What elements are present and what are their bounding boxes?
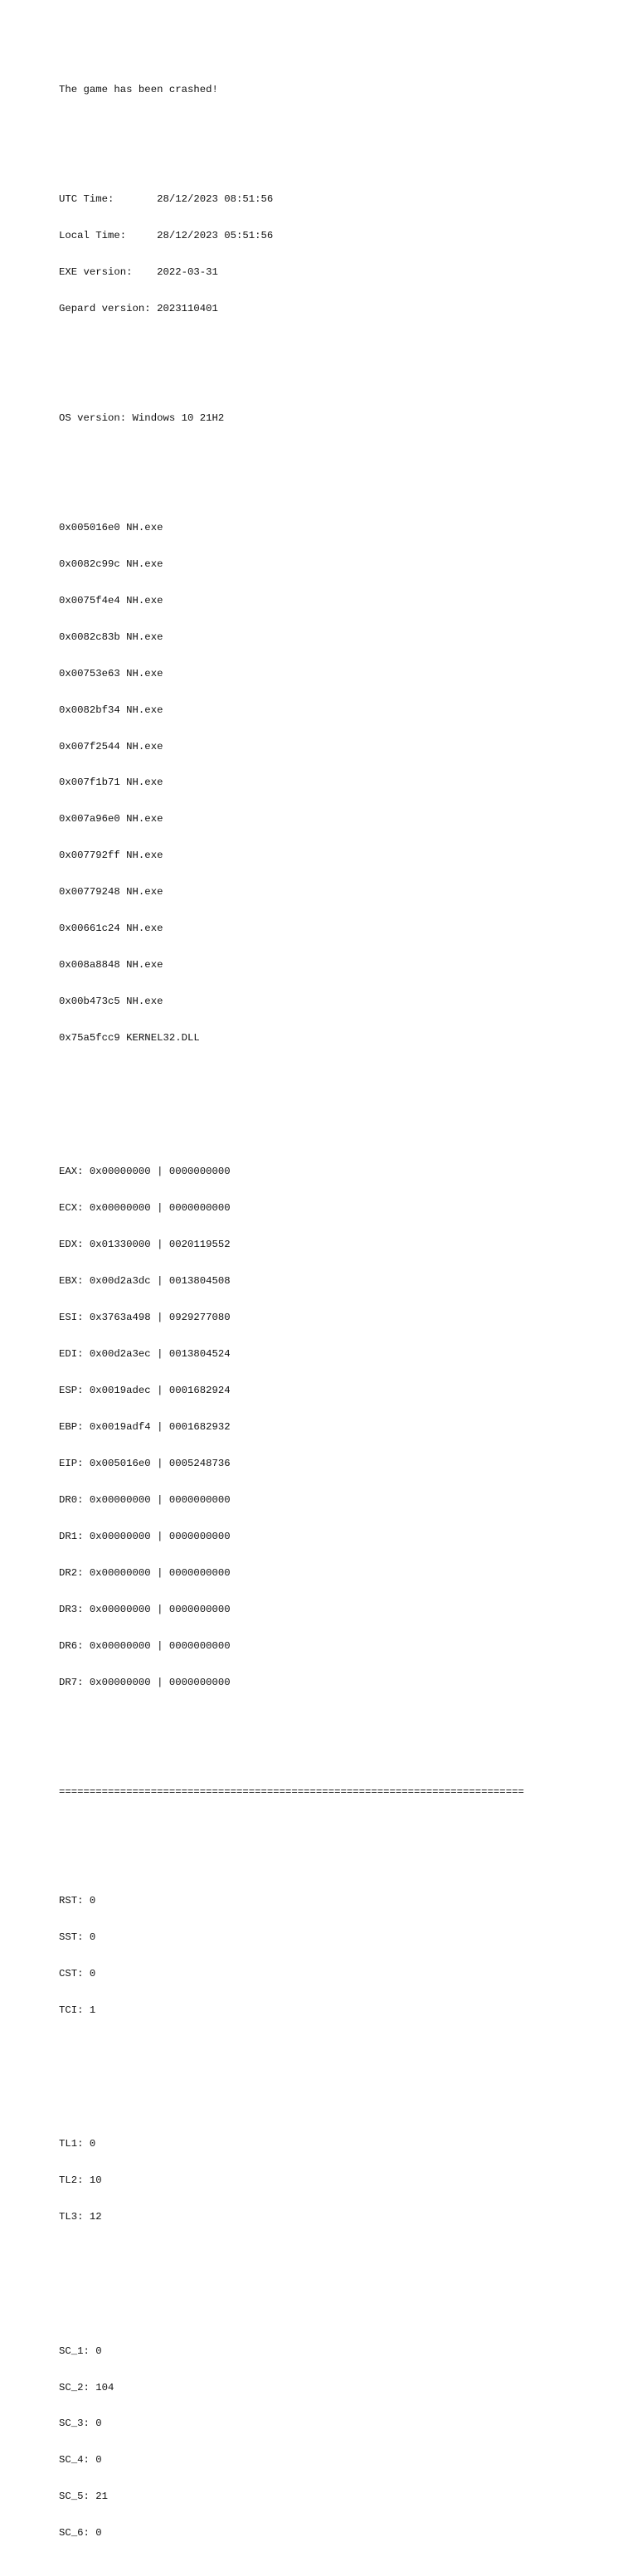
sc-line: SC_6: 0 <box>59 2527 102 2539</box>
register-line: EDX: 0x01330000 | 0020119552 <box>59 1239 231 1251</box>
counter-line: TCI: 1 <box>59 2004 96 2017</box>
version-info-block <box>59 169 524 339</box>
blank-line <box>59 120 524 133</box>
stack-frame: 0x007f1b71 NH.exe <box>59 777 163 789</box>
blank-line <box>59 2066 524 2078</box>
local-time-line: Local Time: 28/12/2023 05:51:56 <box>59 230 274 242</box>
os-version-line: OS version: Windows 10 21H2 <box>59 411 225 424</box>
tl-block <box>59 2114 524 2247</box>
register-line: EAX: 0x00000000 | 0000000000 <box>59 1166 231 1178</box>
stack-frame: 0x007792ff NH.exe <box>59 850 163 862</box>
register-line: EBX: 0x00d2a3dc | 0013804508 <box>59 1275 231 1288</box>
register-line: DR6: 0x00000000 | 0000000000 <box>59 1639 231 1652</box>
register-line: ESI: 0x3763a498 | 0929277080 <box>59 1312 231 1324</box>
register-line: DR3: 0x00000000 | 0000000000 <box>59 1603 231 1615</box>
stack-frame: 0x005016e0 NH.exe <box>59 521 163 533</box>
counter-line: CST: 0 <box>59 1968 96 1980</box>
crash-message: The game has been crashed! <box>59 84 218 96</box>
sc-line: SC_1: 0 <box>59 2345 102 2357</box>
register-line: ESP: 0x0019adec | 0001682924 <box>59 1385 231 1397</box>
stack-frame: 0x00661c24 NH.exe <box>59 923 163 935</box>
counter-line: SST: 0 <box>59 1931 96 1944</box>
register-line: DR1: 0x00000000 | 0000000000 <box>59 1530 231 1542</box>
stack-frame: 0x008a8848 NH.exe <box>59 959 163 971</box>
sc-line: SC_3: 0 <box>59 2418 102 2430</box>
stack-frame: 0x75a5fcc9 KERNEL32.DLL <box>59 1032 200 1045</box>
stack-trace-block <box>59 497 524 1069</box>
counter-line: RST: 0 <box>59 1895 96 1907</box>
blank-line <box>59 1823 524 1835</box>
sc-line: SC_4: 0 <box>59 2454 102 2466</box>
counters-block <box>59 1871 524 2041</box>
register-line: EIP: 0x005016e0 | 0005248736 <box>59 1457 231 1469</box>
stack-frame: 0x0082c99c NH.exe <box>59 558 163 570</box>
sc-block <box>59 2320 524 2564</box>
tl-line: TL1: 0 <box>59 2138 96 2150</box>
blank-line <box>59 2272 524 2285</box>
blank-line <box>59 1737 524 1750</box>
blank-line <box>59 1093 524 1105</box>
stack-frame: 0x0082c83b NH.exe <box>59 631 163 643</box>
register-line: DR2: 0x00000000 | 0000000000 <box>59 1566 231 1579</box>
crash-report <box>59 60 524 2576</box>
exe-version-line: EXE version: 2022-03-31 <box>59 266 218 279</box>
tl-line: TL3: 12 <box>59 2211 102 2223</box>
stack-frame: 0x00b473c5 NH.exe <box>59 996 163 1008</box>
register-line: DR0: 0x00000000 | 0000000000 <box>59 1493 231 1506</box>
stack-frame: 0x007f2544 NH.exe <box>59 740 163 752</box>
separator-line: ============================================================================ <box>59 1785 524 1798</box>
sc-line: SC_5: 21 <box>59 2491 109 2503</box>
blank-line <box>59 363 524 376</box>
stack-frame: 0x00779248 NH.exe <box>59 886 163 898</box>
blank-line <box>59 449 524 461</box>
tl-line: TL2: 10 <box>59 2174 102 2187</box>
register-line: EBP: 0x0019adf4 | 0001682932 <box>59 1421 231 1433</box>
stack-frame: 0x007a96e0 NH.exe <box>59 813 163 825</box>
stack-frame: 0x00753e63 NH.exe <box>59 667 163 679</box>
utc-time-line: UTC Time: 28/12/2023 08:51:56 <box>59 193 274 206</box>
gepard-version-line: Gepard version: 2023110401 <box>59 303 218 315</box>
register-line: DR7: 0x00000000 | 0000000000 <box>59 1676 231 1688</box>
register-line: ECX: 0x00000000 | 0000000000 <box>59 1202 231 1215</box>
stack-frame: 0x0075f4e4 NH.exe <box>59 594 163 606</box>
register-line: EDI: 0x00d2a3ec | 0013804524 <box>59 1348 231 1361</box>
sc-line: SC_2: 104 <box>59 2381 114 2393</box>
stack-frame: 0x0082bf34 NH.exe <box>59 704 163 716</box>
registers-block <box>59 1142 524 1713</box>
